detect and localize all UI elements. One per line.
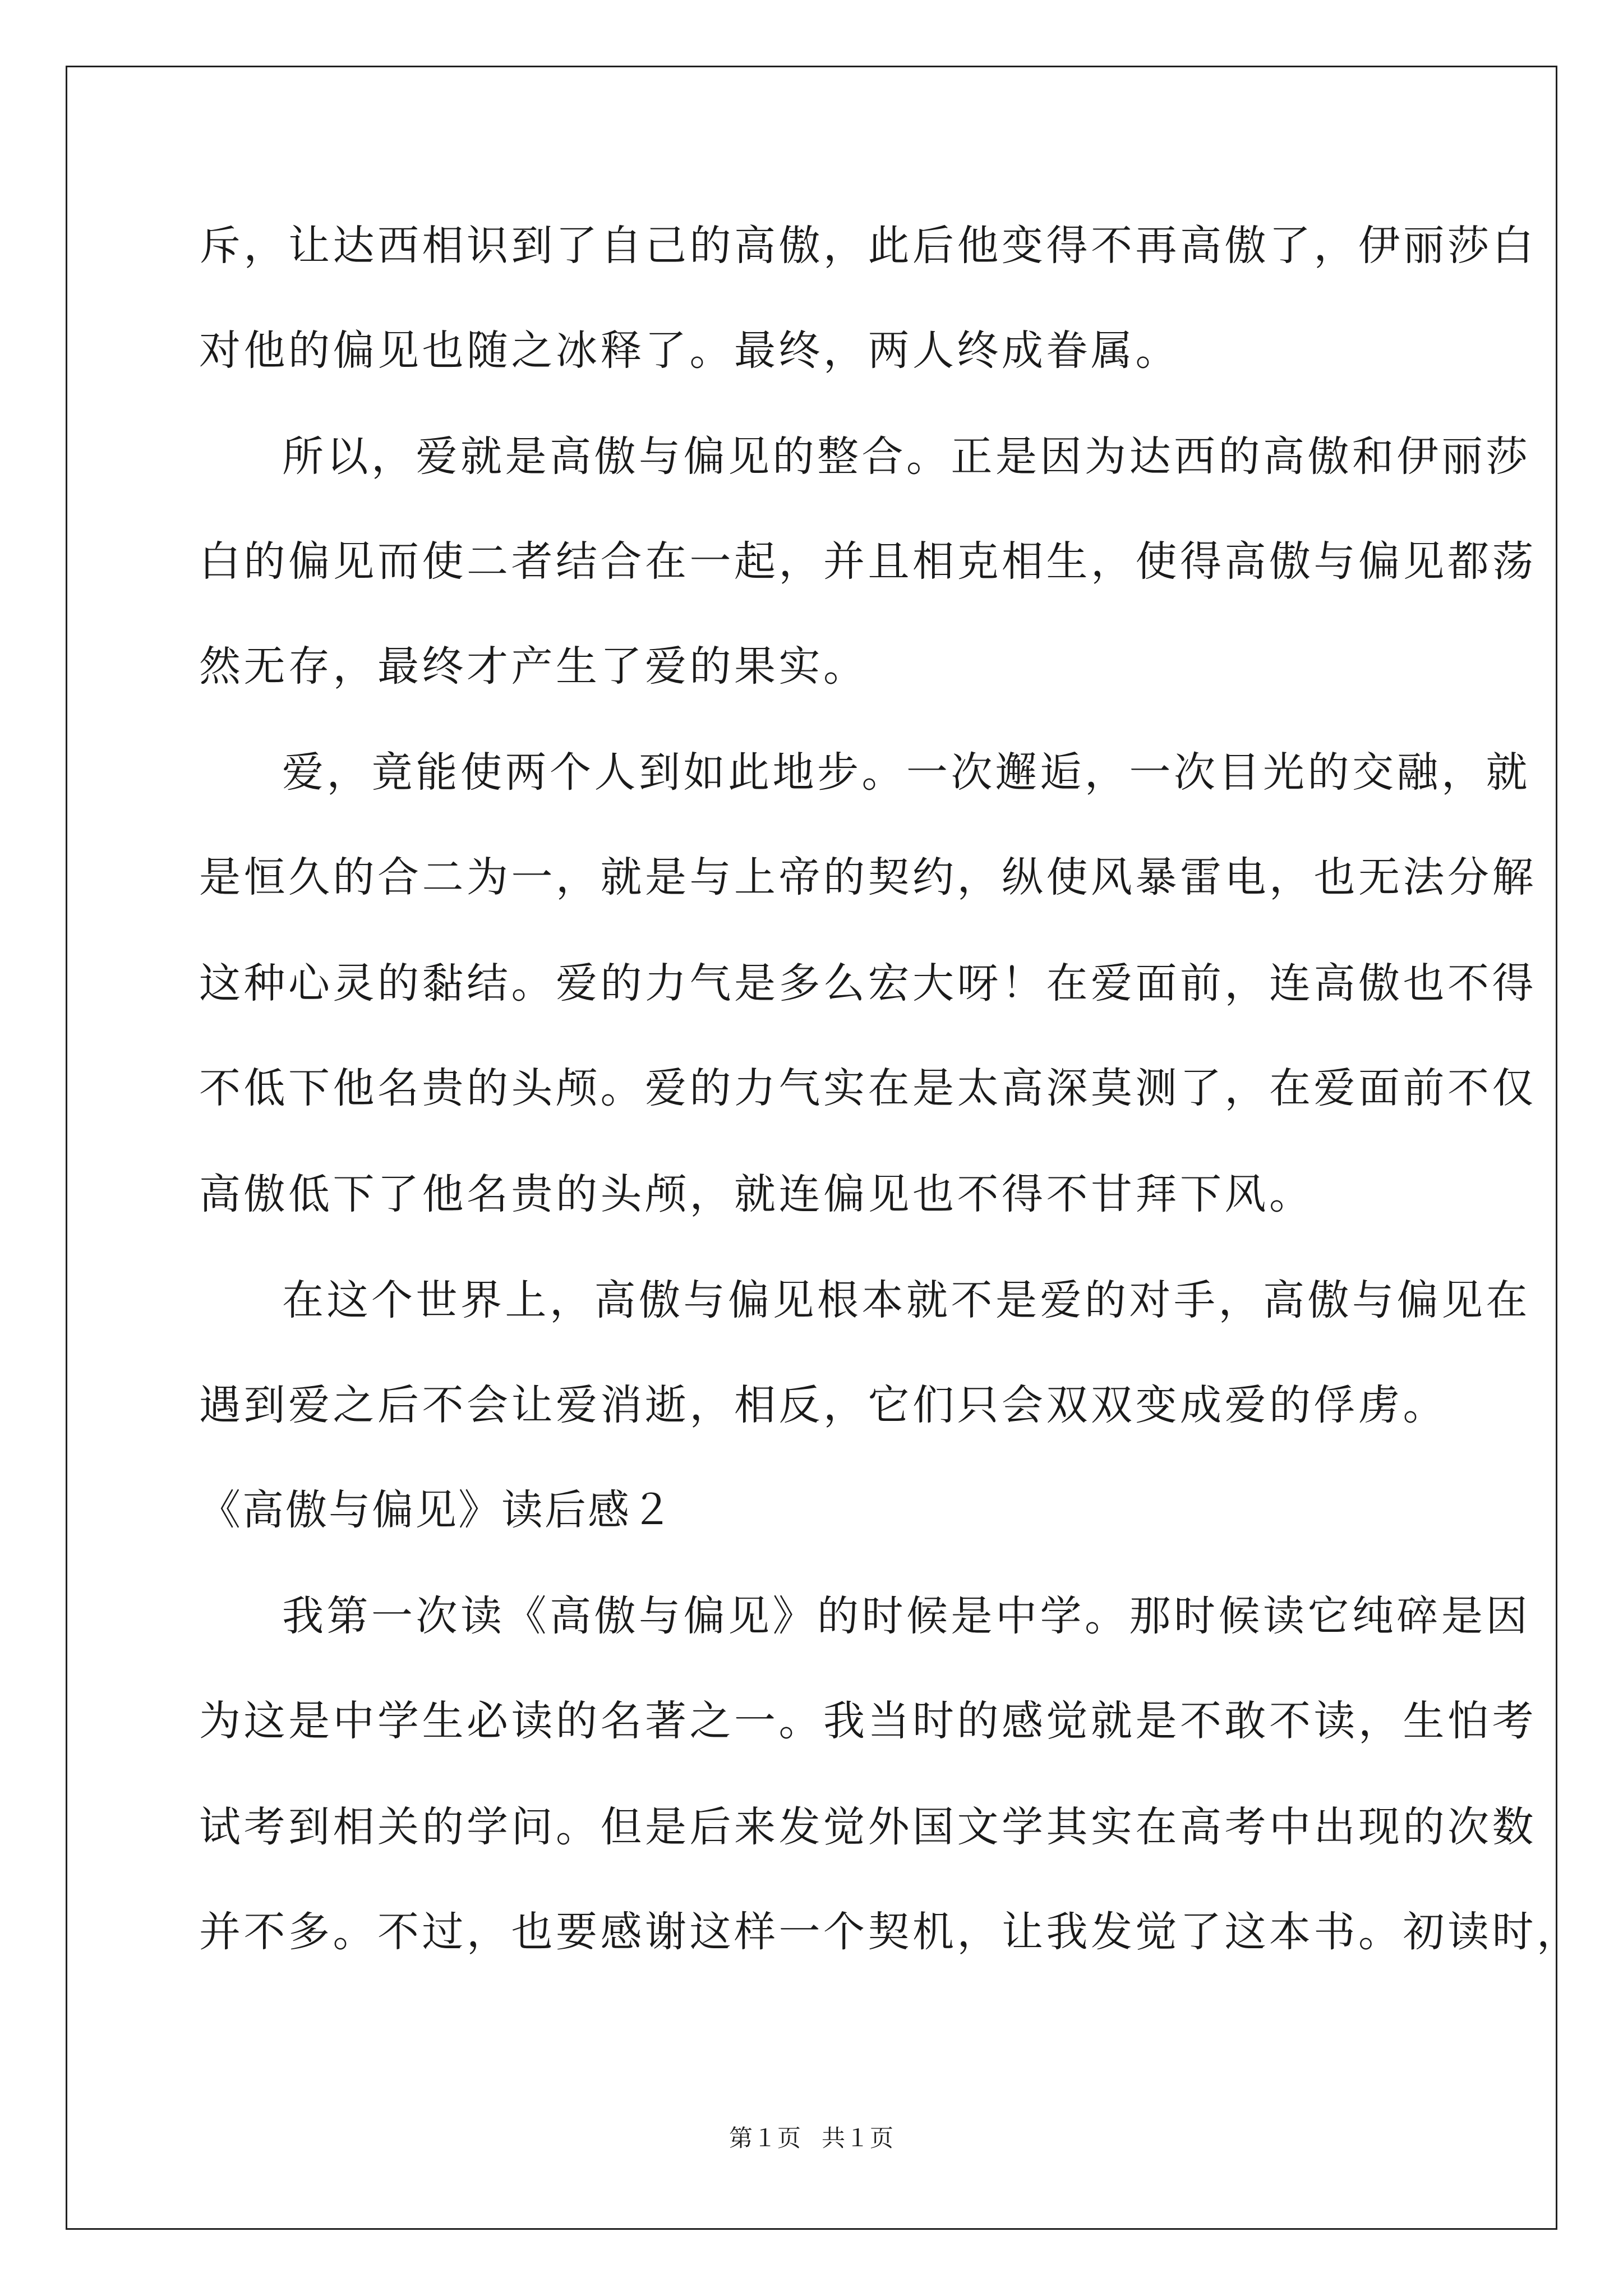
page-current: 第１页 (728, 2124, 801, 2152)
text-line: 对他的偏见也随之冰释了。最终，两人终成眷属。 (199, 326, 1180, 375)
page-total: 共１页 (822, 2124, 895, 2152)
page-footer (0, 2122, 1623, 2155)
paragraph-start-line: 爱，竟能使两个人到如此地步。一次邂逅，一次目光的交融，就 (282, 748, 1530, 797)
text-line: 白的偏见而使二者结合在一起，并且相克相生，使得高傲与偏见都荡 (199, 537, 1537, 586)
paragraph-start-line: 在这个世界上，高傲与偏见根本就不是爱的对手，高傲与偏见在 (282, 1276, 1530, 1324)
text-line: 这种心灵的黏结。爱的力气是多么宏大呀！在爱面前，连高傲也不得 (199, 959, 1537, 1007)
text-line: 然无存，最终才产生了爱的果实。 (199, 642, 868, 691)
text-line: 并不多。不过，也要感谢这样一个契机，让我发觉了这本书。初读时， (199, 1908, 1581, 1956)
paragraph-start-line: 所以，爱就是高傲与偏见的整合。正是因为达西的高傲和伊丽莎 (282, 432, 1530, 481)
text-line: 遇到爱之后不会让爱消逝，相反，它们只会双双变成爱的俘虏。 (199, 1381, 1447, 1429)
text-line: 为这是中学生必读的名著之一。我当时的感觉就是不敢不读，生怕考 (199, 1697, 1537, 1745)
text-line: 试考到相关的学问。但是后来发觉外国文学其实在高考中出现的次数 (199, 1803, 1537, 1851)
paragraph-start-line: 我第一次读《高傲与偏见》的时候是中学。那时候读它纯碎是因 (282, 1592, 1530, 1640)
text-line: 是恒久的合二为一，就是与上帝的契约，纵使风暴雷电，也无法分解 (199, 853, 1537, 901)
text-line: 高傲低下了他名贵的头颅，就连偏见也不得不甘拜下风。 (199, 1170, 1314, 1218)
text-line: 斥，让达西相识到了自己的高傲，此后他变得不再高傲了，伊丽莎白 (199, 222, 1537, 270)
section-heading: 《高傲与偏见》读后感２ (199, 1486, 674, 1534)
text-line: 不低下他名贵的头颅。爱的力气实在是太高深莫测了，在爱面前不仅 (199, 1064, 1537, 1112)
